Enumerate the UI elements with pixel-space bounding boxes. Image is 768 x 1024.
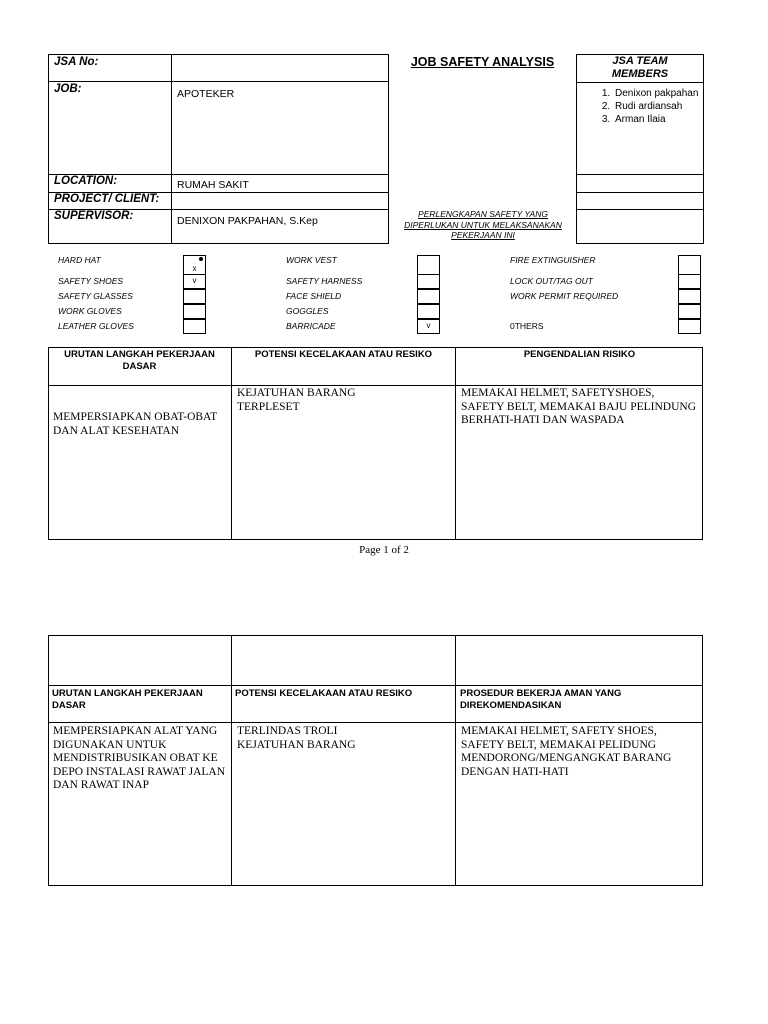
hazard-table-1 bbox=[48, 347, 703, 540]
table-divider bbox=[48, 385, 703, 386]
team-divider bbox=[576, 82, 704, 83]
ppe-label-barricade: BARRICADE bbox=[286, 321, 336, 331]
checkbox-mark: x bbox=[192, 264, 197, 273]
project-client-field[interactable] bbox=[172, 192, 182, 200]
table2-header-procedure: PROSEDUR BEKERJA AMAN YANG DIREKOMENDASIKAN bbox=[460, 688, 622, 711]
table-divider bbox=[455, 347, 456, 540]
ppe-label-hard-hat: HARD HAT bbox=[58, 255, 101, 265]
supervisor-label: SUPERVISOR: bbox=[54, 210, 134, 222]
table-divider bbox=[48, 722, 703, 723]
table2-step-cell: MEMPERSIAPKAN ALAT YANG DIGUNAKAN UNTUK MENDISTRIBUSIKAN OBAT KE DEPO INSTALASI RAWAT JALAN DAN RAWAT INAP bbox=[53, 725, 226, 791]
team-divider bbox=[576, 174, 704, 175]
ppe-checkbox-leather-gloves[interactable] bbox=[183, 319, 206, 334]
ppe-checkbox-lockout-tagout[interactable] bbox=[678, 274, 701, 289]
ppe-checkbox-barricade[interactable] bbox=[417, 319, 440, 334]
team-divider bbox=[576, 209, 704, 210]
ppe-checkbox-safety-shoes[interactable] bbox=[183, 274, 206, 289]
job-field[interactable]: APOTEKER bbox=[177, 88, 235, 100]
table2-risk-cell: TERLINDAS TROLI KEJATUHAN BARANG bbox=[237, 725, 356, 751]
document-title: JOB SAFETY ANALYSIS bbox=[410, 55, 555, 69]
ppe-label-safety-glasses: SAFETY GLASSES bbox=[58, 291, 133, 301]
location-label: LOCATION: bbox=[54, 175, 118, 187]
table-divider bbox=[455, 635, 456, 886]
safety-equipment-note: PERLENGKAPAN SAFETY YANG DIPERLUKAN UNTUK MELAKSANAKAN PEKERJAAN INI bbox=[404, 209, 562, 240]
team-member: 1. Denixon pakpahan bbox=[613, 87, 703, 100]
ppe-label-leather-gloves: LEATHER GLOVES bbox=[58, 321, 134, 331]
ppe-label-work-vest: WORK VEST bbox=[286, 255, 338, 265]
ppe-checkbox-face-shield[interactable] bbox=[417, 289, 440, 304]
ppe-label-goggles: GOGGLES bbox=[286, 306, 329, 316]
table1-step-cell: MEMPERSIAPKAN OBAT-OBAT DAN ALAT KESEHATAN bbox=[53, 411, 217, 437]
ppe-label-work-gloves: WORK GLOVES bbox=[58, 306, 122, 316]
table1-risk-cell: KEJATUHAN BARANG TERPLESET bbox=[237, 387, 356, 413]
table-divider bbox=[231, 635, 232, 886]
team-divider bbox=[576, 192, 704, 193]
project-client-label: PROJECT/ CLIENT: bbox=[54, 193, 160, 205]
ppe-label-fire-extinguisher: FIRE EXTINGUISHER bbox=[510, 255, 596, 265]
table-divider bbox=[48, 685, 703, 686]
table-divider bbox=[231, 347, 232, 540]
ppe-label-lockout-tagout: LOCK OUT/TAG OUT bbox=[510, 276, 593, 286]
jsa-no-label: JSA No: bbox=[54, 56, 99, 68]
supervisor-field[interactable]: DENIXON PAKPAHAN, S.Kep bbox=[177, 215, 318, 227]
ppe-checkbox-empty[interactable] bbox=[678, 304, 701, 319]
page-number: Page 1 of 2 bbox=[359, 544, 409, 556]
table2-procedure-cell: MEMAKAI HELMET, SAFETY SHOES, SAFETY BELT, MEMAKAI PELIDUNG MENDORONG/MENGANGKAT BARANG DENGAN HATI-HATI bbox=[461, 725, 672, 778]
ppe-checkbox-goggles[interactable] bbox=[417, 304, 440, 319]
table2-header-step: URUTAN LANGKAH PEKERJAAN DASAR bbox=[52, 688, 203, 711]
ppe-label-others: 0THERS bbox=[510, 321, 544, 331]
location-field[interactable]: RUMAH SAKIT bbox=[177, 179, 249, 191]
ppe-checkbox-fire-extinguisher[interactable] bbox=[678, 255, 701, 275]
table2-header-risk: POTENSI KECELAKAAN ATAU RESIKO bbox=[235, 688, 413, 699]
ppe-checkbox-safety-harness[interactable] bbox=[417, 274, 440, 289]
team-members-title: JSA TEAM MEMBERS bbox=[611, 55, 669, 80]
ppe-checkbox-work-permit[interactable] bbox=[678, 289, 701, 304]
ppe-label-work-permit: WORK PERMIT REQUIRED bbox=[510, 291, 619, 301]
job-label: JOB: bbox=[54, 83, 82, 95]
table1-header-step: URUTAN LANGKAH PEKERJAAN DASAR bbox=[64, 349, 215, 372]
bullet-dot-icon bbox=[199, 257, 203, 261]
team-member: 2. Rudi ardiansah bbox=[613, 100, 703, 113]
team-members-list bbox=[595, 87, 703, 126]
ppe-label-safety-shoes: SAFETY SHOES bbox=[58, 276, 124, 286]
table1-header-control: PENGENDALIAN RISIKO bbox=[523, 349, 636, 360]
table1-control-cell: MEMAKAI HELMET, SAFETYSHOES, SAFETY BELT, MEMAKAI BAJU PELINDUNG BERHATI-HATI DAN WASPADA bbox=[461, 387, 697, 426]
ppe-label-safety-harness: SAFETY HARNESS bbox=[286, 276, 363, 286]
ppe-checkbox-work-vest[interactable] bbox=[417, 255, 440, 275]
ppe-label-face-shield: FACE SHIELD bbox=[286, 291, 342, 301]
ppe-checkbox-work-gloves[interactable] bbox=[183, 304, 206, 319]
checkbox-mark: v bbox=[426, 321, 431, 330]
checkbox-mark: v bbox=[192, 276, 197, 285]
header-divider bbox=[48, 81, 389, 82]
ppe-checkbox-others[interactable] bbox=[678, 319, 701, 334]
team-member: 3. Arman Ilaia bbox=[613, 113, 703, 126]
jsa-no-field[interactable] bbox=[172, 56, 182, 64]
table1-header-risk: POTENSI KECELAKAAN ATAU RESIKO bbox=[254, 349, 433, 360]
ppe-checkbox-safety-glasses[interactable] bbox=[183, 289, 206, 304]
